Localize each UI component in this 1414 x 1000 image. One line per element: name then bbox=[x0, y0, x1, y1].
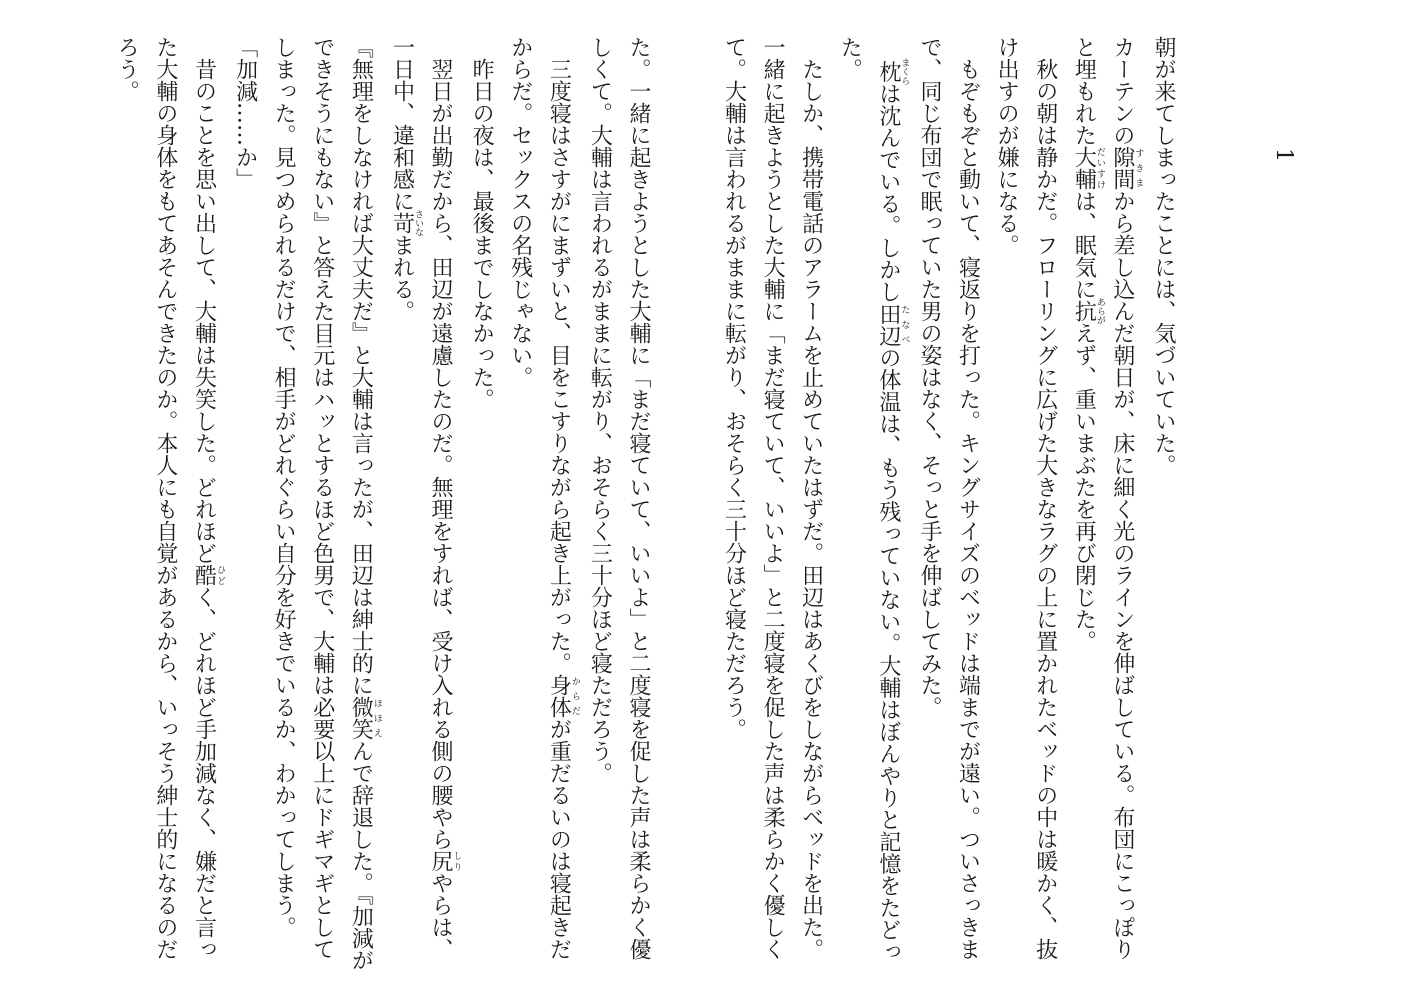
ruby-annotation bbox=[875, 58, 910, 85]
text-segment: もぞもぞと動いて、寝返りを打った。キングサイズのベッドは端までが遠い。ついさっきまで、同じ布団で眠っていた男の姿はなく、そっと手を伸ばしてみた。 bbox=[916, 36, 981, 960]
ruby-base: 隙間 bbox=[1109, 146, 1135, 190]
ruby-annotation bbox=[428, 850, 462, 872]
paragraph bbox=[714, 36, 830, 972]
ruby-base: 酷 bbox=[191, 564, 217, 586]
chapter-number: 1 bbox=[1271, 148, 1296, 162]
ruby-base: 枕 bbox=[875, 58, 901, 85]
text-segment: カーテンの bbox=[1109, 36, 1135, 146]
ruby-base: 抗 bbox=[1071, 297, 1097, 325]
right-page bbox=[707, 0, 1414, 1000]
ruby-base: 微笑 bbox=[348, 696, 374, 740]
text-segment: た。一緒に起きようとした大輔に「まだ寝ていて、いいよ」と二度寝を促した声は柔らかく優しくて。大輔は言われるがままに転がり、おそらく三十分ほど寝ただろう。 bbox=[587, 36, 651, 960]
paragraph bbox=[1143, 36, 1182, 972]
text-segment: えず、重いまぶたを再び閉じた。 bbox=[1071, 322, 1097, 652]
ruby-base: 田辺 bbox=[875, 302, 901, 347]
ruby-reading: からだ bbox=[569, 674, 580, 718]
paragraph bbox=[1064, 36, 1144, 972]
ruby-reading: ほほえ bbox=[371, 696, 382, 740]
text-segment: んで辞退した。『加減ができそうにもない』と答えた目元はハッとするほど色男で、大輔は必要以上にドギマギとしてしまった。見つめられるだけで、相手がどれぐらい自分を好きでいるか、わかってしまう。 bbox=[271, 36, 374, 971]
text-segment: 朝が来てしまったことには、気づいていた。 bbox=[1151, 36, 1176, 476]
ruby-base: 身体 bbox=[546, 674, 572, 718]
text-segment: やらは、一日中、違和感に bbox=[389, 36, 454, 960]
text-segment: の体温は、もう残っていない。大輔はぼんやりと記憶をたどった。 bbox=[837, 36, 901, 963]
ruby-reading: たなべ bbox=[899, 302, 910, 347]
text-segment: は沈んでいる。しかし bbox=[875, 82, 901, 303]
text-segment: たしか、携帯電話のアラームを止めていたはずだ。田辺はあくびをしながらベッドを出た。一緒に起きようとした大輔に「まだ寝ていて、いいよ」と二度寝を促した声は柔らかく優しくて。大輔は言われるがままに転がり、おそらく三十分ほど寝ただろう。 bbox=[721, 36, 824, 960]
ruby-annotation bbox=[1109, 146, 1144, 190]
text-segment: 『無理をしなければ大丈夫だ』と大輔は言ったが、田辺は紳士的に bbox=[348, 36, 374, 696]
ruby-annotation bbox=[546, 674, 580, 718]
paragraph bbox=[500, 36, 580, 972]
ruby-reading: さいな bbox=[412, 209, 423, 237]
paragraph bbox=[382, 36, 462, 972]
ruby-reading: しり bbox=[451, 850, 462, 872]
ruby-reading: だいすけ bbox=[1094, 146, 1105, 190]
ruby-reading: ひど bbox=[214, 564, 225, 586]
right-page-text bbox=[721, 36, 1182, 972]
text-segment: は、眠気に bbox=[1071, 190, 1097, 300]
paragraph bbox=[580, 36, 657, 972]
ruby-base: 苛 bbox=[389, 209, 415, 237]
paragraph bbox=[107, 36, 225, 972]
ruby-reading: まくら bbox=[899, 58, 910, 85]
paragraph bbox=[264, 36, 382, 972]
paragraph bbox=[987, 36, 1064, 972]
text-segment: から差し込んだ朝日が、床に細く光のラインを伸ばしている。布団にこっぽりと埋もれた bbox=[1071, 36, 1135, 960]
text-segment: 翌日が出勤だから、田辺が遠慮したのだ。無理をすれば、受け入れる側の腰やら bbox=[428, 58, 454, 850]
ruby-annotation bbox=[348, 696, 382, 740]
text-segment: が重だるいのは寝起きだからだ。セックスの名残じゃない。 bbox=[507, 36, 572, 960]
text-segment: 秋の朝は静かだ。フローリングに広げた大きなラグの上に置かれたベッドの中は暖かく、抜け出すのが嫌になる。 bbox=[994, 36, 1058, 960]
ruby-annotation bbox=[389, 209, 423, 237]
ruby-annotation bbox=[1071, 297, 1105, 325]
ruby-annotation bbox=[1071, 146, 1105, 190]
ruby-reading: すきま bbox=[1133, 146, 1144, 190]
text-segment: く、どれほど手加減なく、嫌だと言った大輔の身体をもてあそんできたのか。本人にも自覚があるから、いっそう紳士的になるのだろう。 bbox=[114, 36, 217, 960]
text-segment: 三度寝はさすがにまずいと、目をこすりながら起き上がった。 bbox=[546, 58, 572, 674]
ruby-reading: あらが bbox=[1094, 297, 1105, 325]
left-page-text bbox=[57, 36, 657, 972]
text-segment: 昔のことを思い出して、大輔は失笑した。どれほど bbox=[191, 58, 217, 564]
paragraph bbox=[909, 36, 986, 972]
paragraph bbox=[830, 36, 910, 972]
ruby-base: 大輔 bbox=[1071, 146, 1097, 190]
text-segment: 昨日の夜は、最後までしなかった。 bbox=[469, 58, 495, 410]
ruby-annotation bbox=[191, 564, 225, 586]
paragraph bbox=[225, 36, 264, 972]
text-segment: まれる。 bbox=[389, 234, 415, 322]
ruby-annotation bbox=[875, 302, 910, 347]
paragraph bbox=[462, 36, 501, 972]
ruby-base: 尻 bbox=[428, 850, 454, 872]
text-segment: 「加減……か」 bbox=[232, 36, 258, 190]
